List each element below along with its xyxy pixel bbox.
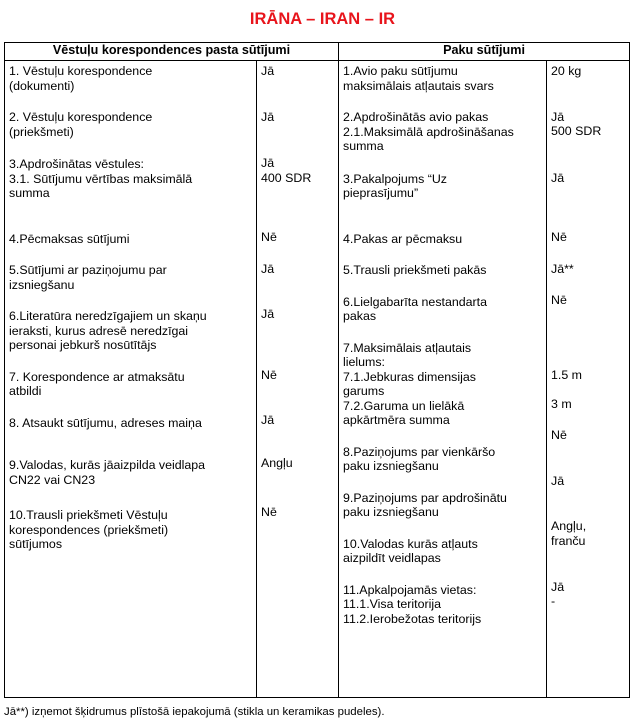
parcel-item-value: Jā 500 SDR: [551, 109, 602, 138]
parcel-item-value: Angļu, franču: [551, 519, 587, 548]
parcel-item-label: 11.Apkalpojamās vietas: 11.1.Visa teritorija 11.2.Ierobežotas teritorijs: [343, 582, 482, 626]
footnote: Jā**) izņemot šķidrumus plīstošā iepakojumā (stikla un keramikas pudeles).: [4, 706, 385, 718]
letter-item-label: 4.Pēcmaksas sūtījumi: [9, 231, 130, 246]
parcel-item-label: 3.Pakalpojums “Uz pieprasījumu”: [343, 171, 447, 200]
parcel-item-value: Nē: [551, 230, 567, 244]
parcel-item-label: 8.Paziņojums par vienkāršo paku izsniegšanu: [343, 444, 496, 473]
letter-item-value: Angļu: [261, 455, 293, 470]
letters-header: Vēstuļu korespondences pasta sūtījumi: [5, 43, 339, 61]
parcel-item-value: 20 kg: [551, 64, 582, 78]
parcel-item-value: Nē: [551, 293, 567, 307]
parcels-header: Paku sūtījumi: [339, 43, 630, 61]
parcel-item-value: 1.5 m 3 m: [551, 367, 582, 411]
letter-item-value: Nē: [261, 505, 277, 519]
parcel-item-value: Jā -: [551, 579, 565, 608]
parcel-item-label: 10.Valodas kurās atļauts aizpildīt veidlapas: [343, 536, 478, 565]
letter-item-value: Jā: [261, 261, 275, 276]
parcel-item-label: 9.Paziņojums par apdrošinātu paku izsniegšanu: [343, 490, 507, 519]
letter-item-value: Jā: [261, 109, 275, 124]
parcel-item-label: 2.Apdrošinātās avio pakas 2.1.Maksimālā apdrošināšanas summa: [343, 110, 514, 153]
letter-item-value: Nē: [261, 230, 277, 244]
letter-item-label: 8. Atsaukt sūtījumu, adreses maiņa: [9, 415, 202, 430]
letter-item-label: 10.Trausli priekšmeti Vēstuļu korespondences (priekšmeti) sūtījumos: [9, 508, 169, 551]
parcel-item-label: 6.Lielgabarīta nestandarta pakas: [343, 294, 487, 323]
letter-item-label: 2. Vēstuļu korespondence (priekšmeti): [9, 110, 153, 139]
parcel-item-value: Nē: [551, 428, 567, 442]
parcel-item-label: 7.Maksimālais atļautais lielums: 7.1.Jebkuras dimensijas garums 7.2.Garuma un lielākā apkārtmēra summa: [343, 340, 476, 427]
letter-item-label: 7. Korespondence ar atmaksātu atbildi: [9, 369, 185, 398]
parcels-labels-cell: [339, 61, 547, 698]
parcels-values-cell: [547, 61, 630, 698]
letter-item-label: 1. Vēstuļu korespondence (dokumenti): [9, 64, 153, 93]
parcel-item-label: 5.Trausli priekšmeti pakās: [343, 263, 487, 277]
letter-item-label: 5.Sūtījumi ar paziņojumu par izsniegšanu: [9, 263, 167, 292]
parcel-item-label: 4.Pakas ar pēcmaksu: [343, 231, 463, 246]
parcel-item-label: 1.Avio paku sūtījumu maksimālais atļautais svars: [343, 64, 494, 93]
letters-labels-cell: [5, 61, 257, 698]
letter-item-label: 6.Literatūra neredzīgajiem un skaņu ieraksti, kurus adresē neredzīgai personai jebkurš nosūtītājs: [9, 309, 207, 352]
letter-item-label: 3.Apdrošinātas vēstules: 3.1. Sūtījumu vērtības maksimālā summa: [9, 157, 193, 200]
page-title: IRĀNA – IRAN – IR: [249, 10, 396, 28]
letter-item-value: Jā: [261, 307, 275, 321]
parcel-item-value: Jā: [551, 170, 565, 185]
letters-values-cell: [257, 61, 339, 698]
parcel-item-value: Jā**: [551, 261, 574, 276]
letter-item-value: Jā: [261, 64, 275, 78]
letter-item-value: Jā: [261, 413, 275, 427]
letter-item-value: Jā 400 SDR: [261, 156, 312, 185]
letter-item-label: 9.Valodas, kurās jāaizpilda veidlapa CN22 vai CN23: [9, 458, 206, 487]
postal-services-table: [4, 42, 630, 698]
letter-item-value: Nē: [261, 367, 277, 382]
parcel-item-value: Jā: [551, 473, 565, 488]
